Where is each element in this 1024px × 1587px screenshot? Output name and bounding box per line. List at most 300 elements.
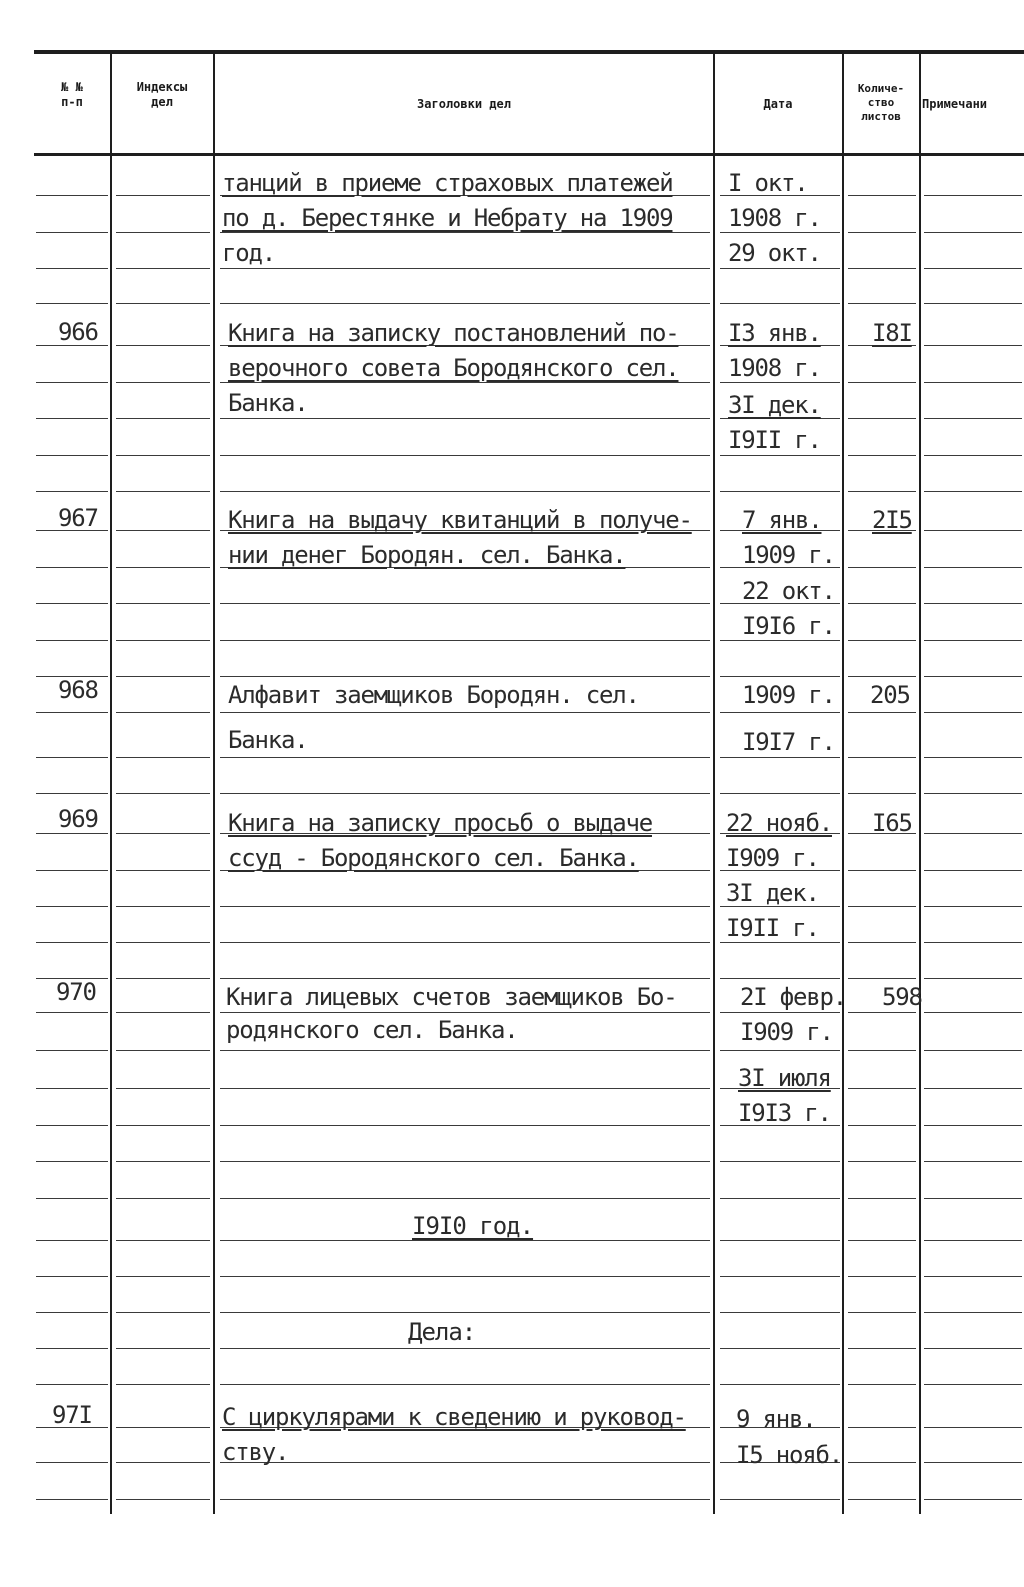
form-line — [116, 1161, 210, 1162]
section-year-heading — [412, 1212, 533, 1240]
row-968-number-text: 968 — [58, 676, 98, 704]
form-line — [924, 345, 1022, 346]
header-date-label: Дата — [763, 97, 793, 111]
form-line — [116, 906, 210, 907]
form-line — [36, 1312, 108, 1313]
form-line — [848, 195, 916, 196]
form-line — [924, 793, 1022, 794]
form-line — [220, 640, 710, 641]
form-line — [116, 382, 210, 383]
header-sheets — [844, 82, 918, 124]
row-970-number-text: 970 — [56, 978, 96, 1006]
header-number-label: № № п-п — [61, 80, 83, 109]
form-line — [220, 1462, 710, 1463]
form-line — [220, 978, 710, 979]
row-967-title-1 — [228, 505, 692, 535]
form-line — [116, 1012, 210, 1013]
row-970-date-1 — [740, 982, 846, 1012]
form-line — [848, 978, 916, 979]
row-968-date-text-2: I9I7 г. — [742, 728, 835, 756]
form-line — [924, 232, 1022, 233]
form-line — [848, 418, 916, 419]
cont-title-text-3: год. — [222, 239, 275, 267]
row-966-title-1 — [228, 318, 678, 348]
row-966-date-4 — [728, 425, 821, 455]
form-line — [924, 1198, 1022, 1199]
row-968-date-1 — [742, 680, 835, 710]
form-line — [720, 1312, 840, 1313]
row-969-title-2 — [228, 843, 639, 873]
form-line — [848, 455, 916, 456]
form-line — [924, 1161, 1022, 1162]
row-968-number — [58, 675, 98, 705]
row-970-title-1 — [226, 982, 676, 1012]
form-line — [720, 1198, 840, 1199]
form-line — [36, 757, 108, 758]
form-line — [720, 757, 840, 758]
row-968-sheets-text: 205 — [870, 681, 910, 709]
header-number — [36, 80, 108, 110]
form-line — [116, 268, 210, 269]
form-line — [720, 712, 840, 713]
cont-date-text-3: 29 окт. — [728, 239, 821, 267]
row-966-date-text-2: 1908 г. — [728, 354, 821, 382]
form-line — [924, 603, 1022, 604]
form-line — [720, 1384, 840, 1385]
form-line — [720, 491, 840, 492]
form-line — [924, 942, 1022, 943]
row-970-date-2 — [740, 1017, 833, 1047]
form-line — [36, 1050, 108, 1051]
form-line — [36, 793, 108, 794]
row-966-date-text-1: I3 янв. — [728, 319, 821, 347]
row-968-date-2 — [742, 727, 835, 757]
form-line — [220, 712, 710, 713]
col-divider-3 — [713, 54, 715, 1514]
form-line — [116, 793, 210, 794]
form-line — [848, 1276, 916, 1277]
form-line — [848, 1198, 916, 1199]
cont-date-1 — [728, 168, 808, 198]
form-line — [116, 1050, 210, 1051]
form-line — [220, 1240, 710, 1241]
form-line — [848, 906, 916, 907]
form-line — [116, 640, 210, 641]
row-969-number-text: 969 — [58, 805, 98, 833]
form-line — [924, 567, 1022, 568]
form-line — [924, 1427, 1022, 1428]
form-line — [848, 712, 916, 713]
form-line — [924, 1088, 1022, 1089]
cont-date-3 — [728, 238, 821, 268]
form-line — [924, 1312, 1022, 1313]
form-line — [220, 676, 710, 677]
form-line — [116, 1348, 210, 1349]
row-969-date-2 — [726, 843, 819, 873]
form-line — [116, 530, 210, 531]
row-967-number — [58, 503, 98, 533]
header-notes-label: Примечани — [922, 97, 988, 111]
row-970-date-4 — [738, 1098, 831, 1128]
header-title — [216, 97, 712, 112]
form-line — [116, 195, 210, 196]
form-line — [116, 1125, 210, 1126]
form-line — [848, 1312, 916, 1313]
form-line — [848, 1348, 916, 1349]
row-969-date-text-3: 3I дек. — [726, 879, 819, 907]
form-line — [220, 757, 710, 758]
form-line — [848, 268, 916, 269]
form-line — [220, 1276, 710, 1277]
form-line — [924, 195, 1022, 196]
form-line — [36, 1348, 108, 1349]
row-971-title-text-2: ству. — [222, 1438, 289, 1466]
form-line — [36, 455, 108, 456]
form-line — [720, 1240, 840, 1241]
form-line — [116, 1427, 210, 1428]
form-line — [924, 1276, 1022, 1277]
form-line — [220, 491, 710, 492]
form-line — [36, 418, 108, 419]
col-divider-1 — [110, 54, 112, 1514]
row-966-date-2 — [728, 353, 821, 383]
header-index-label: Индексы дел — [136, 80, 188, 109]
form-line — [220, 268, 710, 269]
form-line — [848, 676, 916, 677]
form-line — [924, 491, 1022, 492]
form-line — [924, 382, 1022, 383]
row-970-title-2 — [226, 1015, 517, 1045]
form-line — [36, 491, 108, 492]
form-line — [720, 1050, 840, 1051]
col-divider-2 — [213, 54, 215, 1514]
row-967-date-2 — [742, 540, 835, 570]
form-line — [720, 793, 840, 794]
row-969-sheets — [872, 808, 912, 838]
form-line — [116, 1312, 210, 1313]
row-966-date-text-3: 3I дек. — [728, 391, 821, 419]
row-971-title-1 — [222, 1402, 686, 1432]
form-line — [116, 1462, 210, 1463]
form-line — [220, 455, 710, 456]
form-line — [220, 1499, 710, 1500]
form-line — [848, 757, 916, 758]
form-line — [720, 978, 840, 979]
header-date — [716, 97, 840, 112]
row-967-date-text-3: 22 окт. — [742, 577, 835, 605]
form-line — [924, 1384, 1022, 1385]
form-line — [848, 1088, 916, 1089]
form-line — [924, 757, 1022, 758]
form-line — [116, 1198, 210, 1199]
form-line — [848, 793, 916, 794]
form-line — [924, 676, 1022, 677]
row-968-title-text-2: Банка. — [228, 726, 308, 754]
form-line — [720, 1348, 840, 1349]
row-967-date-1 — [742, 505, 822, 535]
form-line — [848, 1050, 916, 1051]
row-967-title-text-1: Книга на выдачу квитанций в получе- — [228, 506, 692, 534]
row-971-date-text-1: 9 янв. — [736, 1405, 816, 1433]
form-line — [36, 232, 108, 233]
form-line — [720, 1499, 840, 1500]
form-line — [720, 268, 840, 269]
form-line — [116, 757, 210, 758]
form-line — [116, 1276, 210, 1277]
row-969-date-3 — [726, 878, 819, 908]
row-966-number — [58, 317, 98, 347]
top-rule — [34, 50, 1024, 54]
row-968-title-2 — [228, 725, 308, 755]
form-line — [848, 303, 916, 304]
form-line — [36, 1462, 108, 1463]
form-line — [116, 303, 210, 304]
row-971-title-text-1: С циркулярами к сведению и руковод- — [222, 1403, 686, 1431]
row-971-title-2 — [222, 1437, 288, 1467]
form-line — [924, 1125, 1022, 1126]
form-line — [848, 1427, 916, 1428]
row-966-sheets-text: I8I — [872, 319, 912, 347]
form-line — [36, 942, 108, 943]
form-line — [848, 1161, 916, 1162]
row-966-title-text-3: Банка. — [228, 389, 308, 417]
cont-date-text-2: 1908 г. — [728, 204, 821, 232]
form-line — [848, 1240, 916, 1241]
row-967-sheets-text: 2I5 — [872, 506, 912, 534]
form-line — [924, 1348, 1022, 1349]
row-967-title-text-2: нии денег Бородян. сел. Банка. — [228, 541, 626, 569]
section-cases-text: Дела: — [408, 1318, 476, 1346]
form-line — [848, 1012, 916, 1013]
row-966-date-1 — [728, 318, 821, 348]
form-line — [848, 942, 916, 943]
header-notes — [922, 97, 1024, 112]
form-line — [220, 1125, 710, 1126]
form-line — [220, 1161, 710, 1162]
form-line — [924, 303, 1022, 304]
cont-date-text-1: I окт. — [728, 169, 808, 197]
form-line — [220, 1312, 710, 1313]
form-line — [220, 793, 710, 794]
form-line — [116, 345, 210, 346]
form-line — [848, 382, 916, 383]
form-line — [848, 870, 916, 871]
form-line — [116, 942, 210, 943]
row-966-sheets — [872, 318, 912, 348]
row-971-date-2 — [736, 1440, 842, 1470]
form-line — [36, 1198, 108, 1199]
form-line — [924, 418, 1022, 419]
row-966-date-3 — [728, 390, 821, 420]
row-966-title-2 — [228, 353, 678, 383]
row-970-date-text-4: I9I3 г. — [738, 1099, 831, 1127]
form-line — [924, 1499, 1022, 1500]
row-966-date-text-4: I9II г. — [728, 426, 821, 454]
form-line — [116, 1499, 210, 1500]
form-line — [848, 1499, 916, 1500]
form-line — [924, 906, 1022, 907]
header-bottom-rule — [34, 153, 1024, 156]
row-971-number-text: 97I — [52, 1401, 92, 1429]
form-line — [924, 530, 1022, 531]
row-967-date-3 — [742, 576, 835, 606]
form-line — [924, 833, 1022, 834]
row-969-date-1 — [726, 808, 832, 838]
row-970-date-text-2: I909 г. — [740, 1018, 833, 1046]
form-line — [848, 603, 916, 604]
row-971-number — [52, 1400, 92, 1430]
form-line — [116, 603, 210, 604]
col-divider-4 — [842, 54, 844, 1514]
form-line — [116, 833, 210, 834]
form-line — [220, 1012, 710, 1013]
row-970-title-text-2: родянского сел. Банка. — [226, 1016, 518, 1044]
row-966-title-text-2: верочного совета Бородянского сел. — [228, 354, 679, 382]
form-line — [116, 1088, 210, 1089]
form-line — [116, 232, 210, 233]
cont-title-text-2: по д. Берестянке и Небрату на 1909 — [222, 204, 673, 232]
form-line — [848, 491, 916, 492]
cont-title-text-1: танций в приеме страховых платежей — [222, 169, 673, 197]
form-line — [848, 1384, 916, 1385]
form-line — [924, 1240, 1022, 1241]
form-line — [36, 603, 108, 604]
form-line — [848, 1125, 916, 1126]
form-line — [36, 268, 108, 269]
form-line — [220, 906, 710, 907]
form-line — [36, 1276, 108, 1277]
form-line — [36, 303, 108, 304]
form-line — [36, 1088, 108, 1089]
form-line — [220, 1384, 710, 1385]
form-line — [116, 455, 210, 456]
form-line — [36, 906, 108, 907]
row-969-title-text-1: Книга на записку просьб о выдаче — [228, 809, 652, 837]
form-line — [720, 676, 840, 677]
form-line — [116, 567, 210, 568]
col-divider-5 — [919, 54, 921, 1514]
row-969-title-text-2: ссуд - Бородянского сел. Банка. — [228, 844, 639, 872]
form-line — [924, 978, 1022, 979]
form-line — [720, 455, 840, 456]
row-969-title-1 — [228, 808, 652, 838]
cont-date-2 — [728, 203, 821, 233]
form-line — [36, 870, 108, 871]
form-line — [924, 712, 1022, 713]
form-line — [116, 491, 210, 492]
row-969-number — [58, 804, 98, 834]
row-968-sheets — [870, 680, 910, 710]
form-line — [116, 676, 210, 677]
form-line — [720, 1276, 840, 1277]
row-970-sheets — [882, 982, 922, 1012]
form-line — [116, 1384, 210, 1385]
form-line — [116, 1240, 210, 1241]
form-line — [116, 418, 210, 419]
row-969-date-text-2: I909 г. — [726, 844, 819, 872]
row-970-date-text-3: 3I июля — [738, 1064, 831, 1092]
form-line — [848, 1462, 916, 1463]
row-968-title-1 — [228, 680, 639, 710]
row-967-title-2 — [228, 540, 625, 570]
form-line — [116, 978, 210, 979]
row-966-number-text: 966 — [58, 318, 98, 346]
row-967-date-text-4: I9I6 г. — [742, 612, 835, 640]
form-line — [36, 1499, 108, 1500]
form-line — [36, 640, 108, 641]
form-line — [848, 567, 916, 568]
row-967-date-text-1: 7 янв. — [742, 506, 822, 534]
row-971-date-text-2: I5 нояб. — [736, 1441, 842, 1469]
row-970-sheets-text: 598 — [882, 983, 922, 1011]
form-line — [220, 1348, 710, 1349]
row-967-number-text: 967 — [58, 504, 98, 532]
form-line — [924, 640, 1022, 641]
form-line — [220, 1088, 710, 1089]
form-line — [36, 1384, 108, 1385]
cont-title-line-3 — [222, 238, 275, 268]
form-line — [720, 1012, 840, 1013]
form-line — [924, 870, 1022, 871]
header-sheets-label: Количе- ство листов — [857, 82, 905, 123]
section-cases-heading — [408, 1318, 475, 1346]
row-970-date-3 — [738, 1063, 831, 1093]
form-line — [220, 942, 710, 943]
header-title-label: Заголовки дел — [417, 97, 511, 111]
form-line — [36, 1125, 108, 1126]
form-line — [220, 603, 710, 604]
form-line — [720, 303, 840, 304]
form-line — [116, 712, 210, 713]
form-line — [36, 712, 108, 713]
cont-title-line-2 — [222, 203, 672, 233]
form-line — [924, 268, 1022, 269]
row-970-number — [56, 977, 96, 1007]
form-line — [220, 418, 710, 419]
form-line — [36, 1012, 108, 1013]
form-line — [36, 1240, 108, 1241]
row-969-sheets-text: I65 — [872, 809, 912, 837]
form-line — [36, 195, 108, 196]
row-967-date-text-2: 1909 г. — [742, 541, 835, 569]
form-line — [924, 455, 1022, 456]
section-year-text: I9I0 год. — [412, 1212, 534, 1240]
form-line — [848, 640, 916, 641]
form-line — [36, 1161, 108, 1162]
form-line — [720, 1161, 840, 1162]
row-966-title-3 — [228, 388, 308, 418]
row-966-title-text-1: Книга на записку постановлений по- — [228, 319, 679, 347]
form-line — [220, 1050, 710, 1051]
form-line — [36, 382, 108, 383]
form-line — [924, 1462, 1022, 1463]
form-line — [220, 1198, 710, 1199]
row-969-date-text-1: 22 нояб. — [726, 809, 832, 837]
cont-title-line-1 — [222, 168, 672, 198]
row-970-title-text-1: Книга лицевых счетов заемщиков Бо- — [226, 983, 677, 1011]
row-968-title-text-1: Алфавит заемщиков Бородян. сел. — [228, 681, 639, 709]
header-index — [114, 80, 210, 110]
row-969-date-text-4: I9II г. — [726, 914, 819, 942]
row-968-date-text-1: 1909 г. — [742, 681, 835, 709]
form-line — [116, 870, 210, 871]
row-970-date-text-1: 2I февр. — [740, 983, 846, 1011]
row-967-sheets — [872, 505, 912, 535]
form-line — [36, 567, 108, 568]
form-line — [924, 1050, 1022, 1051]
row-967-date-4 — [742, 611, 835, 641]
row-971-date-1 — [736, 1404, 816, 1434]
